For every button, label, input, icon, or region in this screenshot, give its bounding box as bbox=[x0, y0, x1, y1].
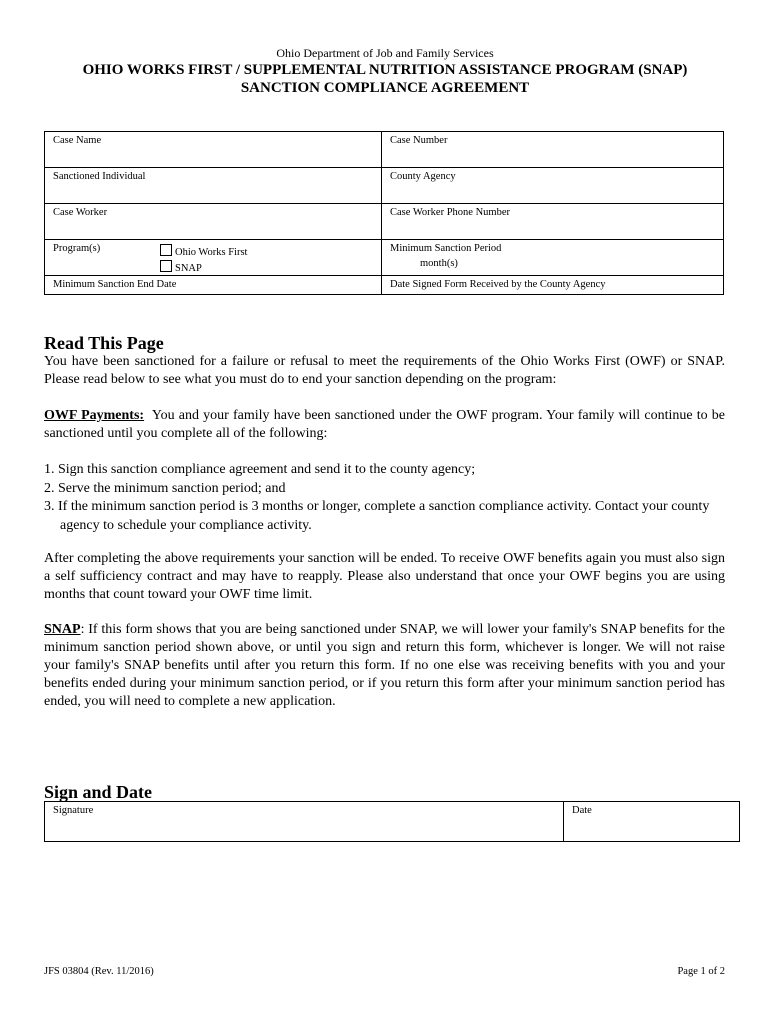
case-worker-label: Case Worker bbox=[53, 207, 108, 218]
county-agency-label: County Agency bbox=[390, 171, 456, 182]
form-title: OHIO WORKS FIRST / SUPPLEMENTAL NUTRITION ASSISTANCE PROGRAM (SNAP) bbox=[82, 62, 688, 78]
after-paragraph: After completing the above requirements your sanction will be ended. To receive OWF benefits again you must also sign a self sufficiency contract and may have to reapply. Please also understand that once your OWF begins you are using months that count toward your OWF time limit. bbox=[44, 551, 725, 602]
read-heading: Read This Page bbox=[44, 333, 164, 353]
case-name-label: Case Name bbox=[53, 135, 102, 146]
form-subtitle: SANCTION COMPLIANCE AGREEMENT bbox=[240, 80, 530, 96]
min-end-date-label: Minimum Sanction End Date bbox=[53, 279, 177, 290]
form-id: JFS 03804 (Rev. 11/2016) bbox=[44, 966, 154, 977]
list-item: 1. Sign this sanction compliance agreement and send it to the county agency; bbox=[44, 462, 476, 477]
case-worker-phone-label: Case Worker Phone Number bbox=[390, 207, 510, 218]
signature-field[interactable] bbox=[45, 802, 564, 842]
case-worker-field[interactable] bbox=[45, 204, 382, 240]
signature-table bbox=[44, 801, 740, 842]
list-item: 3. If the minimum sanction period is 3 months or longer, complete a sanction compliance activity. Contact your county agency to schedule your compliance activity. bbox=[44, 499, 710, 533]
program-owf-option[interactable] bbox=[160, 244, 247, 260]
county-agency-field[interactable] bbox=[382, 168, 724, 204]
page-number: Page 1 of 2 bbox=[677, 966, 725, 977]
case-number-field[interactable] bbox=[382, 132, 724, 168]
programs-label: Program(s) bbox=[53, 243, 101, 254]
owf-checkbox[interactable] bbox=[160, 244, 172, 256]
min-period-field[interactable] bbox=[382, 240, 724, 276]
date-field[interactable] bbox=[564, 802, 740, 842]
date-received-label: Date Signed Form Received by the County Agency bbox=[390, 279, 606, 290]
sign-heading: Sign and Date bbox=[44, 782, 153, 802]
owf-payments-label: OWF Payments: bbox=[44, 408, 145, 423]
snap-text: : If this form shows that you are being sanctioned under SNAP, we will lower your family's SNAP benefits for the minimum sanction period shown above, or until you sign and return this form, whichever is longer. We will not raise your family's SNAP benefits until after you return this form. If no one else was receiving benefits with you and your benefits ended during your minimum sanction period, or if you return this form after your minimum sanction period has ended, you will need to complete a new application. bbox=[44, 622, 725, 709]
min-period-label: Minimum Sanction Period bbox=[390, 243, 502, 254]
sanctioned-individual-label: Sanctioned Individual bbox=[53, 171, 146, 182]
agency-name: Ohio Department of Job and Family Services bbox=[276, 46, 494, 60]
list-item: 2. Serve the minimum sanction period; and bbox=[44, 480, 286, 496]
date-label: Date bbox=[572, 805, 592, 816]
snap-label: SNAP bbox=[175, 263, 202, 274]
owf-text: You and your family have been sanctioned under the OWF program. Your family will continue to be sanctioned until you complete all of the following: bbox=[44, 408, 726, 441]
signature-label: Signature bbox=[53, 805, 94, 816]
requirements-list bbox=[44, 461, 725, 535]
owf-paragraph bbox=[44, 407, 725, 443]
program-snap-option[interactable] bbox=[160, 260, 247, 276]
case-worker-phone-field[interactable] bbox=[382, 204, 724, 240]
snap-paragraph bbox=[44, 621, 725, 711]
min-end-date-field[interactable] bbox=[45, 276, 382, 295]
programs-field bbox=[45, 240, 382, 276]
snap-section-label: SNAP bbox=[44, 622, 81, 637]
case-name-field[interactable] bbox=[45, 132, 382, 168]
sanctioned-individual-field[interactable] bbox=[45, 168, 382, 204]
intro-paragraph: You have been sanctioned for a failure or refusal to meet the requirements of the Ohio Works First (OWF) or SNAP. Please read below to see what you must do to end your sanction depending on the program: bbox=[44, 354, 725, 387]
case-number-label: Case Number bbox=[390, 135, 448, 146]
snap-checkbox[interactable] bbox=[160, 260, 172, 272]
months-label: month(s) bbox=[420, 258, 458, 269]
date-received-field[interactable] bbox=[382, 276, 724, 295]
owf-label: Ohio Works First bbox=[175, 247, 248, 258]
case-info-table bbox=[44, 131, 724, 295]
